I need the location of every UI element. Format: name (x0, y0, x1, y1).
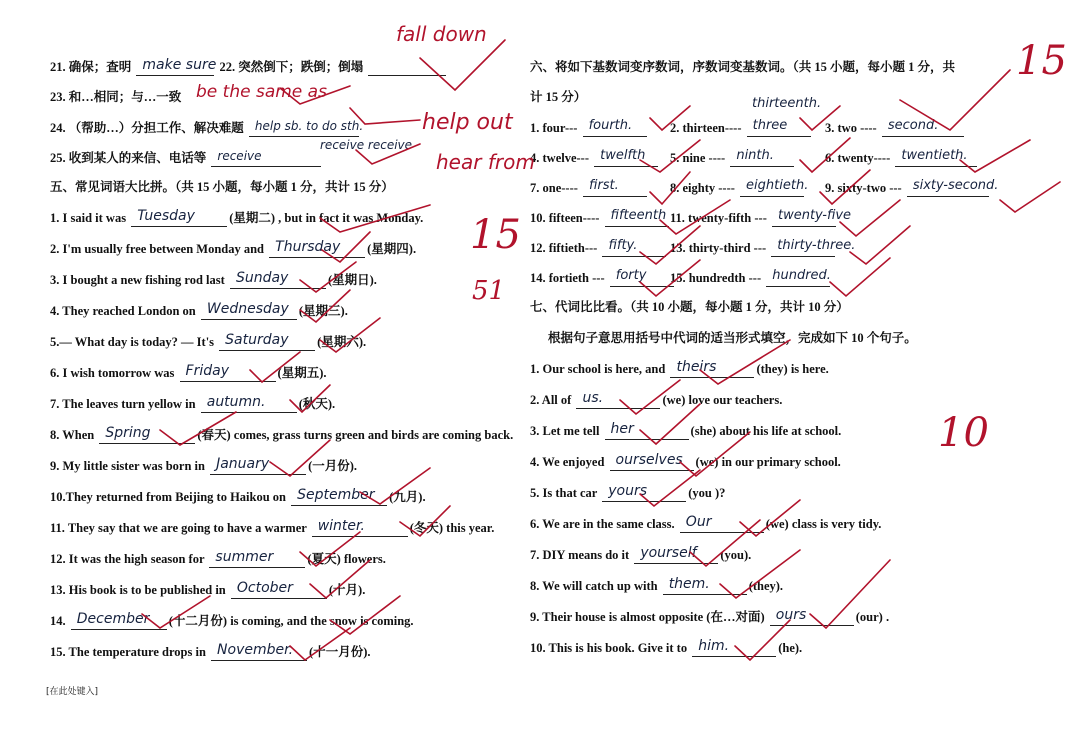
s5-item-3 (50, 271, 377, 289)
s6-item (670, 149, 796, 167)
s6-question: 10. fifteen---- (530, 211, 600, 225)
s6-item (825, 119, 966, 137)
s6-answer: ninth. (736, 148, 774, 163)
s5-item-7 (50, 395, 335, 413)
s5-prompt: 12. It was the high season for (50, 552, 205, 566)
answer-blank-24[interactable]: help sb. to do sth. (249, 120, 359, 137)
s5-answer: Saturday (225, 332, 289, 348)
s6-question: 2. thirteen---- (670, 121, 742, 135)
s7-item-8 (530, 577, 783, 595)
s5-answer-blank[interactable] (210, 458, 306, 475)
item-23: 23. 和…相同；与…一致 (50, 90, 182, 104)
s7-answer-blank[interactable] (770, 609, 854, 626)
s5-answer-blank[interactable] (180, 365, 276, 382)
s6-question: 12. fiftieth--- (530, 241, 598, 255)
s6-answer-blank[interactable] (772, 208, 852, 227)
s5-answer-blank[interactable] (269, 241, 365, 258)
note-help-out: help out (422, 110, 513, 135)
s6-answer: forty (615, 268, 647, 283)
s7-item-10 (530, 639, 802, 657)
s5-answer: summer (215, 549, 274, 565)
s7-answer-blank[interactable] (663, 578, 747, 595)
s6-question: 1. four--- (530, 121, 578, 135)
s6-question: 13. thirty-third --- (670, 241, 767, 255)
s5-answer: Tuesday (137, 208, 195, 224)
s5-answer: November. (217, 642, 294, 658)
s5-answer-blank[interactable] (291, 489, 387, 506)
s5-answer: Friday (185, 363, 229, 379)
s5-item-10 (50, 488, 426, 506)
s5-suffix: (十一月份). (309, 645, 371, 659)
s5-suffix: (星期二) , but in fact it was Monday. (229, 211, 424, 225)
s6-item (670, 238, 856, 257)
s6-item (530, 149, 660, 167)
s5-answer-blank[interactable] (71, 613, 167, 630)
s5-answer-blank[interactable] (211, 644, 307, 661)
s5-answer: Spring (105, 425, 151, 441)
s6-answer: hundred. (772, 268, 831, 283)
s5-item-2 (50, 240, 416, 258)
s7-answer: us. (582, 390, 604, 406)
s5-suffix: (星期日). (327, 273, 377, 287)
s7-answer: ourselves (615, 452, 683, 468)
s6-answer-blank[interactable] (583, 180, 647, 197)
s6-answer-blank[interactable] (771, 238, 856, 257)
s6-item (530, 179, 649, 197)
s5-item-14 (50, 612, 414, 630)
s5-answer-blank[interactable] (230, 272, 326, 289)
s5-suffix: (一月份). (308, 459, 358, 473)
s5-prompt: 9. My little sister was born in (50, 459, 205, 473)
s5-suffix: (星期三). (298, 304, 348, 318)
s5-answer-blank[interactable] (99, 427, 195, 444)
s5-suffix: (冬天) this year. (409, 521, 495, 535)
s6-answer-blank[interactable] (766, 270, 830, 287)
s7-suffix: (we) class is very tidy. (765, 517, 882, 531)
s6-answer: fourth. (588, 118, 633, 133)
s7-answer-blank[interactable] (610, 454, 694, 471)
section-7-instructions: 根据句子意思用括号中代词的适当形式填空，完成如下 10 个句子。 (548, 331, 917, 345)
s5-item-9 (50, 457, 357, 475)
s6-question: 5. nine ---- (670, 151, 726, 165)
note-receive-alt: receive receive (320, 138, 413, 152)
s5-answer-blank[interactable] (231, 582, 327, 599)
s6-answer: first. (589, 178, 619, 193)
s5-answer: winter. (317, 518, 365, 534)
s7-answer-blank[interactable] (692, 640, 776, 657)
s7-answer: her (610, 421, 634, 437)
s5-prompt: 13. His book is to be published in (50, 583, 226, 597)
s7-prompt: 10. This is his book. Give it to (530, 641, 688, 655)
s5-answer: Sunday (235, 270, 289, 286)
s6-answer: twenty-five (777, 208, 852, 223)
s6-item (530, 209, 671, 227)
s5-answer: autumn. (206, 394, 266, 410)
s6-item (530, 269, 676, 287)
s6-answer: second. (887, 118, 939, 133)
s7-answer-blank[interactable] (680, 516, 764, 533)
section-6-title-cont: 计 15 分） (530, 90, 587, 104)
s7-item-9 (530, 608, 889, 626)
s7-prompt: 5. Is that car (530, 486, 598, 500)
s5-answer-blank[interactable] (209, 551, 305, 568)
s6-item (670, 269, 832, 287)
s5-prompt: 6. I wish tomorrow was (50, 366, 175, 380)
s7-answer: theirs (676, 359, 717, 375)
s7-suffix: (they). (748, 579, 784, 593)
s6-answer-blank[interactable] (740, 178, 809, 197)
s7-prompt: 1. Our school is here, and (530, 362, 666, 376)
s5-item-5 (50, 333, 366, 351)
s5-answer-blank[interactable] (131, 210, 227, 227)
s5-answer-blank[interactable] (201, 303, 297, 320)
s6-answer-blank[interactable] (583, 120, 647, 137)
s7-answer-blank[interactable] (670, 361, 754, 378)
s7-suffix: (our) . (855, 610, 890, 624)
s5-prompt: 10.They returned from Beijing to Haikou on (50, 490, 287, 504)
s6-item (825, 149, 979, 167)
s7-item-4 (530, 453, 841, 471)
s5-suffix: (春天) comes, grass turns green and birds are coming back. (197, 428, 514, 442)
s7-answer-blank[interactable] (576, 392, 660, 409)
s5-item-11 (50, 519, 494, 537)
s7-answer: yourself (640, 545, 697, 561)
s7-item-5 (530, 484, 725, 502)
s6-item (670, 208, 852, 227)
s5-answer: September (297, 487, 375, 503)
s5-answer: October (236, 580, 293, 596)
s6-answer: fifty. (608, 238, 638, 253)
s7-item-3 (530, 422, 841, 440)
s5-answer-blank[interactable] (312, 520, 408, 537)
s6-answer-blank[interactable] (907, 178, 999, 197)
score-section-5: 15 (470, 212, 521, 258)
section-7-title: 七、代词比比看。（共 10 小题，每小题 1 分，共计 10 分） (530, 300, 849, 314)
s6-answer: thirty-three. (777, 238, 856, 253)
s5-item-15 (50, 643, 371, 661)
s5-suffix: (秋天). (298, 397, 336, 411)
s7-prompt: 7. DIY means do it (530, 548, 630, 562)
s6-item (670, 119, 813, 137)
s6-answer-blank[interactable] (747, 120, 811, 137)
s7-item-1 (530, 360, 829, 378)
s7-prompt: 2. All of (530, 393, 572, 407)
s6-answer-blank[interactable] (882, 120, 964, 137)
s6-answer-blank[interactable] (895, 150, 977, 167)
s6-question: 7. one---- (530, 181, 578, 195)
s7-suffix: (you). (720, 548, 752, 562)
s6-answer-blank[interactable] (594, 150, 658, 167)
s6-answer: fifteenth (610, 208, 667, 223)
s5-item-12 (50, 550, 386, 568)
s5-prompt: 1. I said it was (50, 211, 127, 225)
s7-suffix: (we) in our primary school. (695, 455, 841, 469)
s6-question: 4. twelve--- (530, 151, 589, 165)
s6-item (530, 239, 668, 257)
note-hear-from: hear from (436, 150, 535, 174)
s7-prompt: 8. We will catch up with (530, 579, 658, 593)
s5-answer: Thursday (275, 239, 341, 255)
s6-question: 15. hundredth --- (670, 271, 762, 285)
s5-item-6 (50, 364, 327, 382)
s6-question: 14. fortieth --- (530, 271, 605, 285)
s7-answer-blank[interactable] (634, 547, 718, 564)
s7-suffix: (she) about his life at school. (690, 424, 842, 438)
answer-blank-25[interactable]: receive (211, 150, 321, 167)
answer-blank-21[interactable]: make sure (136, 59, 214, 76)
s6-answer-blank[interactable] (610, 270, 674, 287)
answer-blank-22[interactable] (368, 59, 446, 76)
s7-suffix: (he). (778, 641, 803, 655)
s7-prompt: 9. Their house is almost opposite (在…对面) (530, 610, 765, 624)
s5-answer-blank[interactable] (201, 396, 297, 413)
s5-item-8 (50, 426, 513, 444)
note-fall-down: fall down (396, 22, 487, 46)
s7-item-6 (530, 515, 881, 533)
s5-item-4 (50, 302, 348, 320)
s5-prompt: 7. The leaves turn yellow in (50, 397, 196, 411)
s7-answer: Our (685, 514, 712, 530)
s6-answer: twentieth. (901, 148, 968, 163)
s6-answer-blank[interactable] (602, 240, 666, 257)
s5-suffix: (九月). (389, 490, 426, 504)
s6-item (670, 178, 809, 197)
note-be-the-same-as: be the same as (196, 82, 327, 102)
s6-question: 6. twenty---- (825, 151, 891, 165)
s7-prompt: 6. We are in the same class. (530, 517, 675, 531)
s7-answer-blank[interactable] (602, 485, 686, 502)
s5-suffix: (夏天) flowers. (307, 552, 386, 566)
footer-placeholder: [在此处键入] (46, 687, 99, 697)
s7-item-7 (530, 546, 751, 564)
item-21-22: 21. 确保；查明 make sure 22. 突然倒下；跌倒；倒塌 (50, 58, 448, 76)
s7-answer: yours (608, 483, 648, 499)
s5-prompt: 8. When (50, 428, 95, 442)
s6-question: 9. sixty-two --- (825, 181, 902, 195)
s7-item-2 (530, 391, 782, 409)
s5-prompt: 14. (50, 614, 66, 628)
s6-item (530, 119, 649, 137)
s7-suffix: (we) love our teachers. (662, 393, 783, 407)
score-section-5-sub: 51 (472, 276, 506, 306)
s7-suffix: (you )? (688, 486, 726, 500)
s6-question: 11. twenty-fifth --- (670, 211, 767, 225)
section-5-title: 五、常见词语大比拼。（共 15 小题，每小题 1 分，共计 15 分） (50, 180, 394, 194)
s6-answer-blank[interactable] (730, 150, 794, 167)
s5-suffix: (十月). (328, 583, 366, 597)
s5-prompt: 4. They reached London on (50, 304, 196, 318)
s5-prompt: 5.— What day is today? — It's (50, 335, 215, 349)
s5-prompt: 3. I bought a new fishing rod last (50, 273, 225, 287)
s6-question: 3. two ---- (825, 121, 877, 135)
s5-answer: January (216, 456, 270, 472)
s7-prompt: 3. Let me tell (530, 424, 600, 438)
s5-prompt: 15. The temperature drops in (50, 645, 206, 659)
s7-prompt: 4. We enjoyed (530, 455, 605, 469)
s6-answer: sixty-second. (912, 178, 999, 193)
s5-answer-blank[interactable] (219, 334, 315, 351)
s6-answer: three (752, 118, 788, 133)
s7-answer-blank[interactable] (605, 423, 689, 440)
s5-suffix: (星期六). (317, 335, 367, 349)
s5-suffix: (星期五). (277, 366, 327, 380)
score-section-7: 10 (938, 410, 989, 456)
s6-answer-blank[interactable] (605, 210, 669, 227)
item-24: 24. （帮助…）分担工作、解决难题 help sb. to do sth. (50, 119, 364, 135)
s7-answer: him. (698, 638, 730, 654)
score-section-6: 15 (1016, 38, 1067, 84)
s6-answer: eightieth. (746, 178, 809, 193)
s5-suffix: (星期四). (367, 242, 417, 256)
item-25: 25. 收到某人的来信、电话等 receive (50, 149, 323, 167)
s5-suffix: (十二月份) is coming, and the snow is coming. (168, 614, 414, 628)
note-thirteenth: thirteenth. (752, 96, 822, 111)
section-6-title: 六、将如下基数词变序数词，序数词变基数词。（共 15 小题，每小题 1 分，共 (530, 60, 956, 74)
s7-suffix: (they) is here. (756, 362, 829, 376)
s6-question: 8. eighty ---- (670, 181, 735, 195)
s6-item (825, 178, 999, 197)
s7-answer: them. (668, 576, 710, 592)
s5-answer: December (76, 611, 150, 627)
s5-item-13 (50, 581, 365, 599)
s5-answer: Wednesday (206, 301, 289, 317)
s6-answer: twelfth (600, 148, 646, 163)
s5-item-1 (50, 209, 423, 227)
s5-prompt: 11. They say that we are going to have a warmer (50, 521, 307, 535)
s5-prompt: 2. I'm usually free between Monday and (50, 242, 265, 256)
s7-answer: ours (775, 607, 807, 623)
